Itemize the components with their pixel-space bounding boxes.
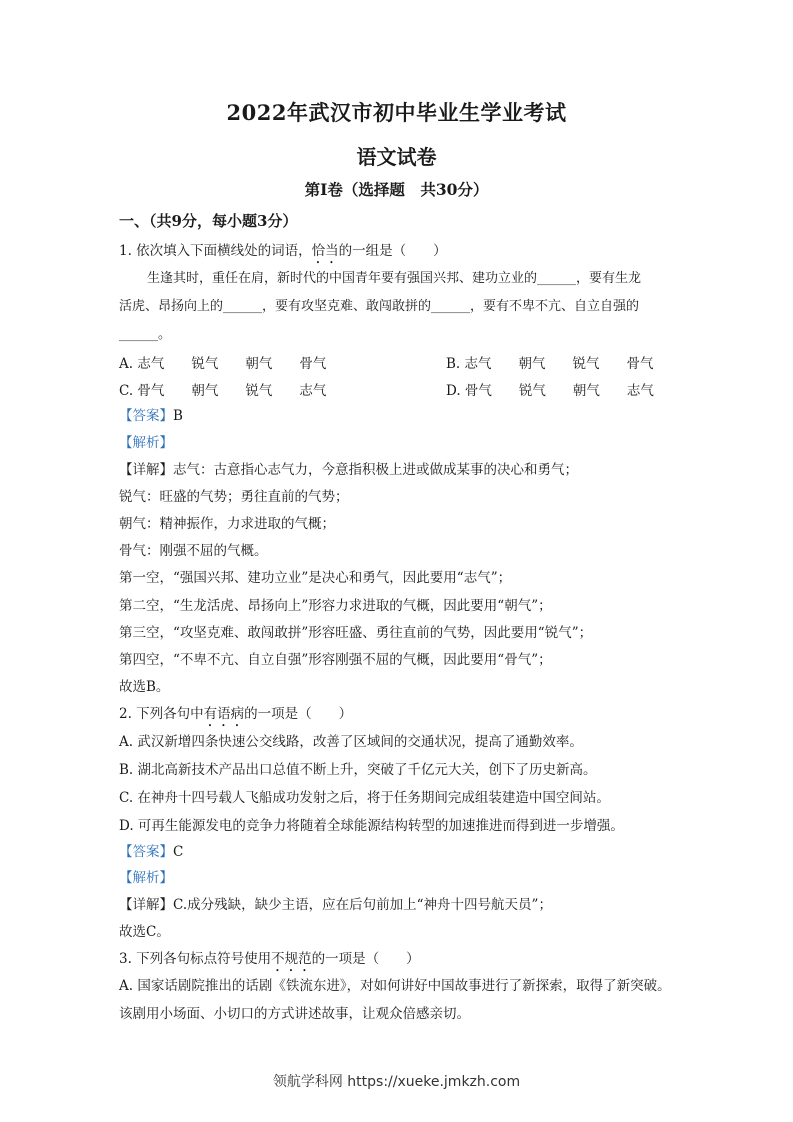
q2-option-b: B. 湖北高新技术产品出口总值不断上升，突破了千亿元大关，创下了历史新高。 — [119, 762, 597, 778]
q2-stem-text: 2. 下列各句中 — [119, 706, 204, 722]
q1-option-c: C. 骨气 朝气 锐气 志气 — [119, 383, 327, 399]
q3-option-a-line: A. 国家话剧院推出的话剧《铁流东进》，对如何讲好中国故事进行了新探索，取得了新突破。 — [119, 978, 671, 994]
q1-stem-end: 的一组是（ ） — [338, 243, 447, 259]
q1-detail-line: 锐气：旺盛的气势；勇往直前的气势； — [119, 489, 349, 505]
q1-detail-line: 第四空，“不卑不亢、自立自强”形容刚强不屈的气概，因此要用“骨气”； — [119, 652, 552, 668]
q2-conclusion: 故选C。 — [119, 924, 170, 940]
q3-emphasis: 不规范 — [271, 951, 312, 967]
q2-detail-line — [119, 896, 552, 914]
q1-option-b: B. 志气 朝气 锐气 骨气 — [446, 356, 654, 372]
q1-passage-line: 生逢其时，重任在肩，新时代的中国青年要有强国兴邦、建功立业的______，要有生龙 — [147, 271, 642, 286]
q1-stem — [119, 242, 447, 267]
q1-conclusion: 故选B。 — [119, 679, 170, 695]
q2-option-a: A. 武汉新增四条快速公交线路，改善了区域间的交通状况，提高了通勤效率。 — [119, 734, 583, 750]
footer-watermark: 领航学科网 https://xueke.jmkzh.com — [272, 1074, 521, 1090]
q2-emphasis: 有语病 — [203, 706, 245, 722]
q1-detail-line: 朝气：精神振作，力求进取的气概； — [119, 516, 335, 532]
q1-emphasis: 恰当 — [311, 243, 339, 259]
q1-passage-line: ______。 — [119, 327, 172, 342]
detail-tag: 【详解】 — [119, 897, 173, 913]
q1-detail-line: 第二空，“生龙活虎、昂扬向上”形容力求进取的气概，因此要用“朝气”； — [119, 598, 552, 614]
answer-value: C — [173, 844, 184, 860]
q1-passage-line: 活虎、昂扬向上的______，要有攻坚克难、敢闯敢拼的______，要有不卑不亢、自立自强的 — [119, 299, 640, 314]
exam-title: 2022年武汉市初中毕业生学业考试 — [226, 100, 567, 125]
q3-stem-end: 的一项是（ ） — [311, 951, 420, 967]
q1-analysis-tag: 【解析】 — [119, 435, 173, 451]
detail-text: C.成分残缺，缺少主语，应在后句前加上“神舟十四号航天员”； — [173, 897, 552, 913]
q1-stem-text: 1. 依次填入下面横线处的词语， — [119, 243, 312, 259]
part-heading: 第Ⅰ卷（选择题 共30分） — [304, 180, 489, 199]
detail-tag: 【详解】 — [119, 462, 173, 478]
section-heading: 一、（共9分，每小题3分） — [119, 212, 298, 230]
answer-value: B — [173, 408, 183, 424]
q1-answer — [119, 407, 183, 425]
q1-detail-line: 第三空，“攻坚克难、敢闯敢拼”形容旺盛、勇往直前的气势，因此要用“锐气”； — [119, 625, 593, 641]
q3-stem — [119, 950, 420, 975]
q2-stem-end: 的一项是（ ） — [244, 706, 353, 722]
q2-analysis-tag: 【解析】 — [119, 870, 173, 886]
answer-tag: 【答案】 — [119, 408, 173, 424]
exam-subtitle: 语文试卷 — [356, 145, 437, 169]
q2-answer — [119, 843, 183, 861]
q2-option-d: D. 可再生能源发电的竞争力将随着全球能源结构转型的加速推进而得到进一步增强。 — [119, 818, 624, 834]
q2-stem — [119, 705, 352, 730]
q1-option-a: A. 志气 锐气 朝气 骨气 — [119, 356, 327, 372]
q1-detail-line — [119, 461, 578, 479]
q1-detail-line: 第一空，“强国兴邦、建功立业”是决心和勇气，因此要用“志气”； — [119, 570, 512, 586]
q3-stem-text: 3. 下列各句标点符号使用 — [119, 951, 272, 967]
q1-option-d: D. 骨气 锐气 朝气 志气 — [446, 383, 654, 399]
q1-detail-line: 骨气：刚强不屈的气概。 — [119, 543, 268, 559]
detail-text: 志气：古意指心志气力，今意指积极上进或做成某事的决心和勇气； — [173, 462, 578, 478]
q3-option-a-line: 该剧用小场面、小切口的方式讲述故事，让观众倍感亲切。 — [119, 1006, 470, 1022]
q2-option-c: C. 在神舟十四号载人飞船成功发射之后，将于任务期间完成组装建造中国空间站。 — [119, 790, 610, 806]
answer-tag: 【答案】 — [119, 844, 173, 860]
